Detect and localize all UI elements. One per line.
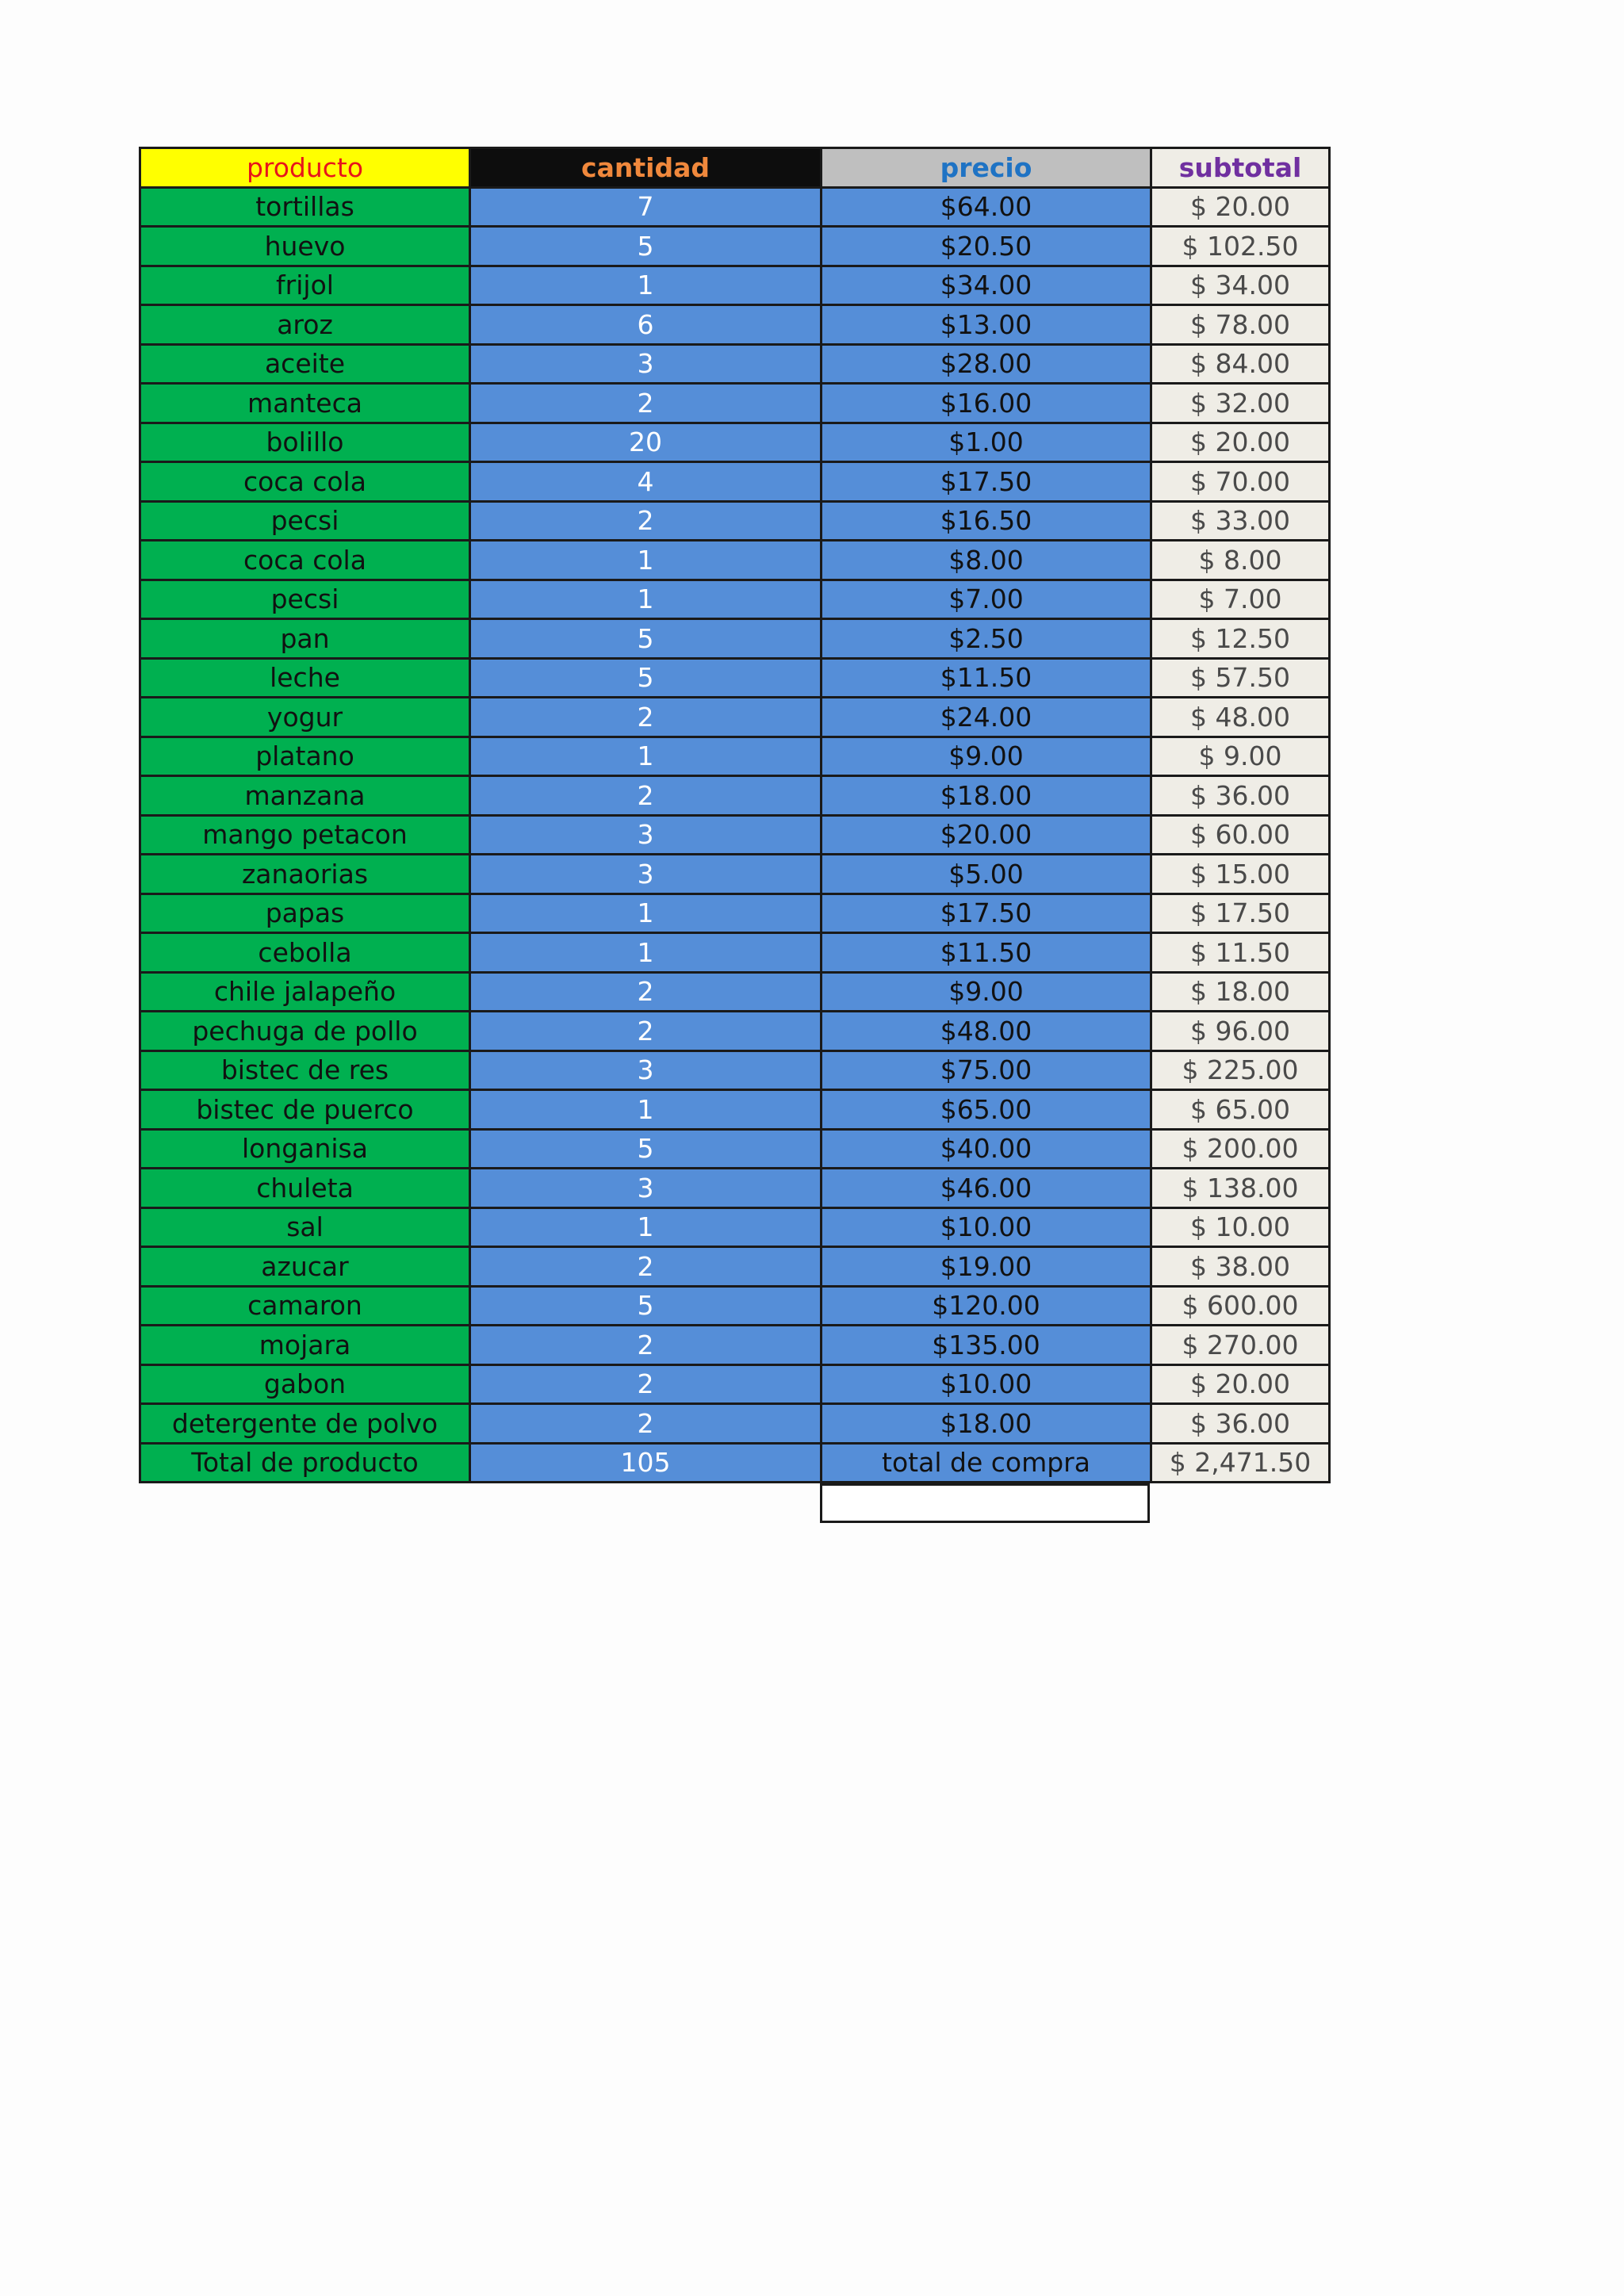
cell-subtotal[interactable]: $ 200.00 xyxy=(1151,1129,1330,1169)
cell-subtotal[interactable]: $ 20.00 xyxy=(1151,423,1330,462)
cell-producto[interactable]: pan xyxy=(140,619,470,659)
shopping-table xyxy=(139,147,1331,1483)
cell-producto[interactable]: pecsi xyxy=(140,501,470,541)
cell-precio[interactable]: $18.00 xyxy=(822,776,1151,816)
cell-precio[interactable]: $17.50 xyxy=(822,894,1151,933)
cell-producto[interactable]: coca cola xyxy=(140,541,470,580)
cell-subtotal[interactable]: $ 17.50 xyxy=(1151,894,1330,933)
cell-producto[interactable]: platano xyxy=(140,737,470,776)
cell-precio[interactable]: $75.00 xyxy=(822,1050,1151,1090)
cell-subtotal[interactable]: $ 38.00 xyxy=(1151,1247,1330,1287)
cell-subtotal[interactable]: $ 8.00 xyxy=(1151,541,1330,580)
cell-cantidad[interactable]: 5 xyxy=(470,1129,822,1169)
total-subtotal[interactable]: $ 2,471.50 xyxy=(1151,1443,1330,1483)
cell-precio[interactable]: $65.00 xyxy=(822,1090,1151,1130)
cell-precio[interactable]: $11.50 xyxy=(822,658,1151,698)
cell-subtotal[interactable]: $ 33.00 xyxy=(1151,501,1330,541)
cell-precio[interactable]: $34.00 xyxy=(822,266,1151,305)
cell-producto[interactable]: papas xyxy=(140,894,470,933)
cell-producto[interactable]: leche xyxy=(140,658,470,698)
cell-producto[interactable]: bolillo xyxy=(140,423,470,462)
cell-precio[interactable]: $40.00 xyxy=(822,1129,1151,1169)
cell-producto[interactable]: chile jalapeño xyxy=(140,972,470,1012)
cell-producto[interactable]: cebolla xyxy=(140,933,470,973)
cell-precio[interactable]: $1.00 xyxy=(822,423,1151,462)
cell-cantidad[interactable]: 3 xyxy=(470,855,822,894)
cell-producto[interactable]: huevo xyxy=(140,227,470,266)
cell-subtotal[interactable]: $ 36.00 xyxy=(1151,1404,1330,1444)
cell-subtotal[interactable]: $ 20.00 xyxy=(1151,1364,1330,1404)
cell-cantidad[interactable]: 6 xyxy=(470,305,822,345)
cell-producto[interactable]: longanisa xyxy=(140,1129,470,1169)
cell-cantidad[interactable]: 2 xyxy=(470,1326,822,1365)
cell-subtotal[interactable]: $ 270.00 xyxy=(1151,1326,1330,1365)
cell-precio[interactable]: $120.00 xyxy=(822,1286,1151,1326)
table-row xyxy=(140,1050,1330,1090)
cell-cantidad[interactable]: 5 xyxy=(470,619,822,659)
table-row xyxy=(140,1169,1330,1208)
cell-cantidad[interactable]: 5 xyxy=(470,658,822,698)
cell-cantidad[interactable]: 5 xyxy=(470,1286,822,1326)
cell-subtotal[interactable]: $ 10.00 xyxy=(1151,1207,1330,1247)
table-row xyxy=(140,1286,1330,1326)
cell-precio[interactable]: $28.00 xyxy=(822,344,1151,384)
total-producto-label[interactable]: Total de producto xyxy=(140,1443,470,1483)
table-row xyxy=(140,580,1330,619)
cell-precio[interactable]: $10.00 xyxy=(822,1207,1151,1247)
cell-cantidad[interactable]: 3 xyxy=(470,1169,822,1208)
cell-precio[interactable]: $7.00 xyxy=(822,580,1151,619)
cell-precio[interactable]: $2.50 xyxy=(822,619,1151,659)
cell-subtotal[interactable]: $ 18.00 xyxy=(1151,972,1330,1012)
cell-producto[interactable]: gabon xyxy=(140,1364,470,1404)
table-row xyxy=(140,227,1330,266)
cell-precio[interactable]: $9.00 xyxy=(822,972,1151,1012)
cell-cantidad[interactable]: 2 xyxy=(470,1404,822,1444)
cell-subtotal[interactable]: $ 600.00 xyxy=(1151,1286,1330,1326)
cell-subtotal[interactable]: $ 70.00 xyxy=(1151,462,1330,502)
cell-precio[interactable]: $17.50 xyxy=(822,462,1151,502)
cell-cantidad[interactable]: 1 xyxy=(470,1090,822,1130)
cell-producto[interactable]: coca cola xyxy=(140,462,470,502)
table-row xyxy=(140,1090,1330,1130)
table-row xyxy=(140,894,1330,933)
cell-producto[interactable]: aceite xyxy=(140,344,470,384)
cell-producto[interactable]: mojara xyxy=(140,1326,470,1365)
cell-subtotal[interactable]: $ 9.00 xyxy=(1151,737,1330,776)
cell-subtotal[interactable]: $ 36.00 xyxy=(1151,776,1330,816)
table-row xyxy=(140,776,1330,816)
cell-precio[interactable]: $16.00 xyxy=(822,384,1151,423)
cell-cantidad[interactable]: 1 xyxy=(470,894,822,933)
cell-precio[interactable]: $48.00 xyxy=(822,1012,1151,1051)
cell-precio[interactable]: $20.00 xyxy=(822,815,1151,855)
header-cantidad[interactable]: cantidad xyxy=(470,148,822,188)
cell-subtotal[interactable]: $ 48.00 xyxy=(1151,698,1330,737)
cell-producto[interactable]: detergente de polvo xyxy=(140,1404,470,1444)
cell-producto[interactable]: chuleta xyxy=(140,1169,470,1208)
cell-precio[interactable]: $20.50 xyxy=(822,227,1151,266)
total-cantidad[interactable]: 105 xyxy=(470,1443,822,1483)
table-row xyxy=(140,344,1330,384)
total-row xyxy=(140,1443,1330,1483)
cell-producto[interactable]: pechuga de pollo xyxy=(140,1012,470,1051)
table-row xyxy=(140,305,1330,345)
cell-precio[interactable]: $135.00 xyxy=(822,1326,1151,1365)
cell-cantidad[interactable]: 1 xyxy=(470,541,822,580)
table-row xyxy=(140,698,1330,737)
table-row xyxy=(140,1012,1330,1051)
cell-cantidad[interactable]: 3 xyxy=(470,344,822,384)
cell-precio[interactable]: $18.00 xyxy=(822,1404,1151,1444)
cell-producto[interactable]: yogur xyxy=(140,698,470,737)
table-row xyxy=(140,1207,1330,1247)
table-row xyxy=(140,855,1330,894)
table-row xyxy=(140,658,1330,698)
table-row xyxy=(140,266,1330,305)
table-row xyxy=(140,933,1330,973)
cell-precio[interactable]: $46.00 xyxy=(822,1169,1151,1208)
cell-producto[interactable]: manzana xyxy=(140,776,470,816)
cell-producto[interactable]: bistec de res xyxy=(140,1050,470,1090)
table-row xyxy=(140,972,1330,1012)
total-compra-label[interactable]: total de compra xyxy=(822,1443,1151,1483)
table-row xyxy=(140,1247,1330,1287)
table-row xyxy=(140,1404,1330,1444)
cell-cantidad[interactable]: 2 xyxy=(470,698,822,737)
cell-cantidad[interactable]: 20 xyxy=(470,423,822,462)
cell-cantidad[interactable]: 5 xyxy=(470,227,822,266)
table-row xyxy=(140,423,1330,462)
cell-cantidad[interactable]: 2 xyxy=(470,384,822,423)
cell-cantidad[interactable]: 1 xyxy=(470,1207,822,1247)
header-subtotal[interactable]: subtotal xyxy=(1151,148,1330,188)
table-row xyxy=(140,815,1330,855)
table-row xyxy=(140,541,1330,580)
cell-subtotal[interactable]: $ 57.50 xyxy=(1151,658,1330,698)
cell-cantidad[interactable]: 2 xyxy=(470,1012,822,1051)
cell-producto[interactable]: aroz xyxy=(140,305,470,345)
cell-subtotal[interactable]: $ 102.50 xyxy=(1151,227,1330,266)
cell-producto[interactable]: zanaorias xyxy=(140,855,470,894)
cell-subtotal[interactable]: $ 7.00 xyxy=(1151,580,1330,619)
cell-cantidad[interactable]: 1 xyxy=(470,266,822,305)
cell-producto[interactable]: bistec de puerco xyxy=(140,1090,470,1130)
cell-cantidad[interactable]: 7 xyxy=(470,187,822,227)
cell-subtotal[interactable]: $ 84.00 xyxy=(1151,344,1330,384)
cell-subtotal[interactable]: $ 138.00 xyxy=(1151,1169,1330,1208)
cell-precio[interactable]: $13.00 xyxy=(822,305,1151,345)
cell-cantidad[interactable]: 2 xyxy=(470,972,822,1012)
table-row xyxy=(140,1364,1330,1404)
cell-producto[interactable]: camaron xyxy=(140,1286,470,1326)
cell-producto[interactable]: pecsi xyxy=(140,580,470,619)
cell-cantidad[interactable]: 1 xyxy=(470,933,822,973)
cell-subtotal[interactable]: $ 96.00 xyxy=(1151,1012,1330,1051)
cell-producto[interactable]: frijol xyxy=(140,266,470,305)
cell-cantidad[interactable]: 2 xyxy=(470,1364,822,1404)
header-precio[interactable]: precio xyxy=(822,148,1151,188)
cell-cantidad[interactable]: 2 xyxy=(470,776,822,816)
cell-subtotal[interactable]: $ 78.00 xyxy=(1151,305,1330,345)
cell-precio[interactable]: $64.00 xyxy=(822,187,1151,227)
cell-cantidad[interactable]: 4 xyxy=(470,462,822,502)
table-row xyxy=(140,619,1330,659)
cell-cantidad[interactable]: 3 xyxy=(470,1050,822,1090)
cell-producto[interactable]: tortillas xyxy=(140,187,470,227)
table-row xyxy=(140,462,1330,502)
cell-subtotal[interactable]: $ 12.50 xyxy=(1151,619,1330,659)
cell-precio[interactable]: $9.00 xyxy=(822,737,1151,776)
table-row xyxy=(140,384,1330,423)
cell-subtotal[interactable]: $ 11.50 xyxy=(1151,933,1330,973)
cell-subtotal[interactable]: $ 65.00 xyxy=(1151,1090,1330,1130)
cell-precio[interactable]: $24.00 xyxy=(822,698,1151,737)
cell-precio[interactable]: $5.00 xyxy=(822,855,1151,894)
cell-cantidad[interactable]: 2 xyxy=(470,501,822,541)
cell-subtotal[interactable]: $ 34.00 xyxy=(1151,266,1330,305)
cell-cantidad[interactable]: 1 xyxy=(470,580,822,619)
cell-producto[interactable]: manteca xyxy=(140,384,470,423)
cell-precio[interactable]: $11.50 xyxy=(822,933,1151,973)
cell-producto[interactable]: azucar xyxy=(140,1247,470,1287)
cell-cantidad[interactable]: 2 xyxy=(470,1247,822,1287)
cell-producto[interactable]: sal xyxy=(140,1207,470,1247)
empty-selected-cell[interactable] xyxy=(820,1483,1150,1523)
header-row xyxy=(140,148,1330,188)
cell-producto[interactable]: mango petacon xyxy=(140,815,470,855)
table-row xyxy=(140,501,1330,541)
cell-cantidad[interactable]: 3 xyxy=(470,815,822,855)
cell-subtotal[interactable]: $ 32.00 xyxy=(1151,384,1330,423)
cell-subtotal[interactable]: $ 15.00 xyxy=(1151,855,1330,894)
cell-subtotal[interactable]: $ 60.00 xyxy=(1151,815,1330,855)
cell-subtotal[interactable]: $ 225.00 xyxy=(1151,1050,1330,1090)
cell-subtotal[interactable]: $ 20.00 xyxy=(1151,187,1330,227)
cell-precio[interactable]: $19.00 xyxy=(822,1247,1151,1287)
table-row xyxy=(140,187,1330,227)
table-row xyxy=(140,1129,1330,1169)
cell-precio[interactable]: $16.50 xyxy=(822,501,1151,541)
table-row xyxy=(140,1326,1330,1365)
cell-precio[interactable]: $10.00 xyxy=(822,1364,1151,1404)
header-producto[interactable]: producto xyxy=(140,148,470,188)
cell-precio[interactable]: $8.00 xyxy=(822,541,1151,580)
cell-cantidad[interactable]: 1 xyxy=(470,737,822,776)
table-row xyxy=(140,737,1330,776)
